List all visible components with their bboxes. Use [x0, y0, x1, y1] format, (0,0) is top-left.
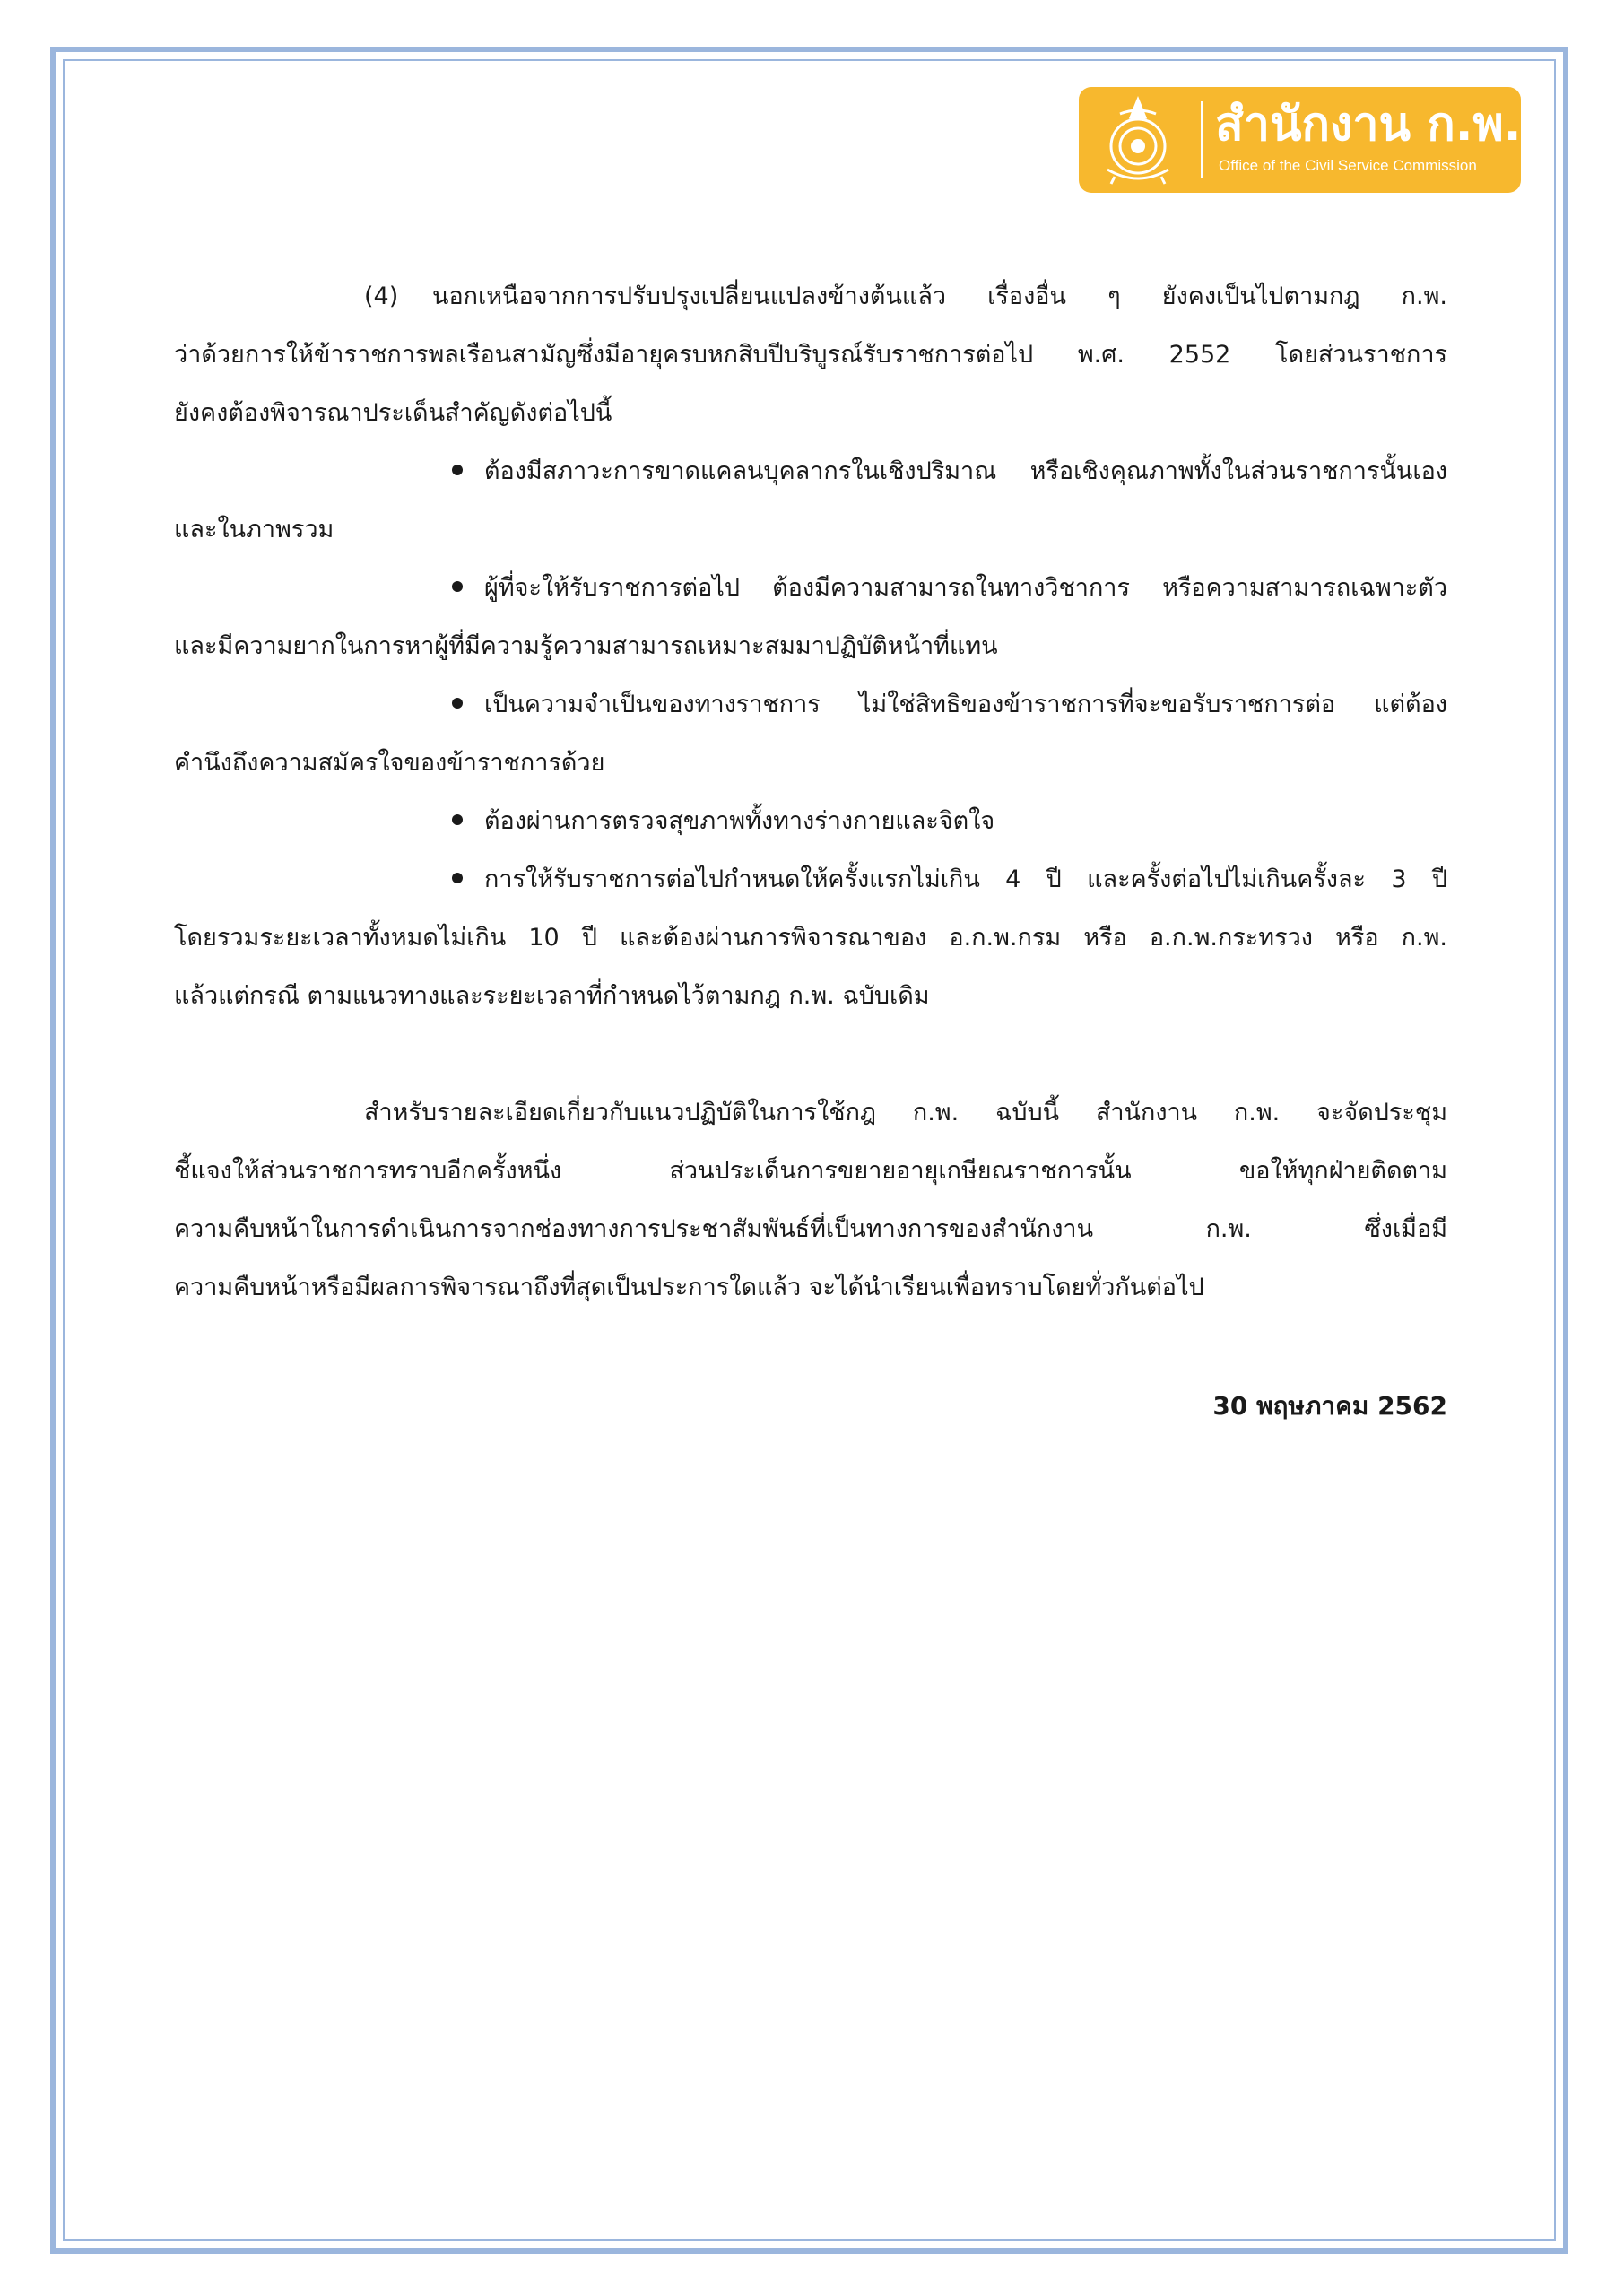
- section-4-line: ยังคงต้องพิจารณาประเด็นสำคัญดังต่อไปนี้: [174, 399, 612, 427]
- section-4-line: (4) นอกเหนือจากการปรับปรุงเปลี่ยนแปลงข้างต้นแล้ว เรื่องอื่น ๆ ยังคงเป็นไปตามกฎ ก.พ.: [174, 267, 1447, 326]
- bullet-dot-icon: [452, 873, 463, 883]
- bullet-line: ผู้ที่จะให้รับราชการต่อไป ต้องมีความสามารถในทางวิชาการ หรือความสามารถเฉพาะตัว: [174, 559, 1447, 617]
- bullet-list: [174, 442, 1447, 1025]
- bullet-dot-icon: [452, 465, 463, 475]
- section-4: [174, 267, 1447, 442]
- logo-english-name: Office of the Civil Service Commission: [1219, 157, 1477, 174]
- bullet-continuation: และมีความยากในการหาผู้ที่มีความรู้ความสามารถเหมาะสมมาปฏิบัติหน้าที่แทน: [174, 632, 998, 660]
- seal-emblem-icon: [1079, 87, 1204, 193]
- bullet-line: เป็นความจำเป็นของทางราชการ ไม่ใช่สิทธิของข้าราชการที่จะขอรับราชการต่อ แต่ต้อง: [174, 675, 1447, 734]
- bullet-item: [174, 442, 1447, 559]
- section-number: (4): [364, 283, 399, 310]
- bullet-continuation: คำนึงถึงความสมัครใจของข้าราชการด้วย: [174, 749, 605, 777]
- bullet-item: [174, 559, 1447, 675]
- closing-paragraph: [174, 1083, 1447, 1317]
- bullet-item: [174, 792, 1447, 850]
- section-4-line: ว่าด้วยการให้ข้าราชการพลเรือนสามัญซึ่งมีอายุครบหกสิบปีบริบูรณ์รับราชการต่อไป พ.ศ. 2552 โดยส่วนราชการ: [174, 341, 1447, 369]
- bullet-continuation: และในภาพรวม: [174, 516, 334, 544]
- bullet-dot-icon: [452, 698, 463, 709]
- closing-line: ความคืบหน้าหรือมีผลการพิจารณาถึงที่สุดเป็นประการใดแล้ว จะได้นำเรียนเพื่อทราบโดยทั่วกันต่อไป: [174, 1274, 1204, 1301]
- bullet-dot-icon: [452, 814, 463, 825]
- ocsc-logo: [1079, 87, 1521, 193]
- bullet-dot-icon: [452, 581, 463, 592]
- logo-thai-name: สำนักงาน ก.พ.: [1215, 98, 1521, 152]
- bullet-continuation: แล้วแต่กรณี ตามแนวทางและระยะเวลาที่กำหนดไว้ตามกฎ ก.พ. ฉบับเดิม: [174, 982, 930, 1010]
- closing-line: สำหรับรายละเอียดเกี่ยวกับแนวปฏิบัติในการใช้กฎ ก.พ. ฉบับนี้ สำนักงาน ก.พ. จะจัดประชุม: [364, 1099, 1447, 1126]
- paragraph-gap: [174, 1025, 1447, 1083]
- bullet-continuation: โดยรวมระยะเวลาทั้งหมดไม่เกิน 10 ปี และต้องผ่านการพิจารณาของ อ.ก.พ.กรม หรือ อ.ก.พ.กระทรวง หรือ ก.พ.: [174, 924, 1447, 952]
- closing-line: ชี้แจงให้ส่วนราชการทราบอีกครั้งหนึ่ง ส่วนประเด็นการขยายอายุเกษียณราชการนั้น ขอให้ทุกฝ่ายติดตาม: [174, 1157, 1447, 1185]
- closing-line: ความคืบหน้าในการดำเนินการจากช่องทางการประชาสัมพันธ์ที่เป็นทางการของสำนักงาน ก.พ. ซึ่งเมื่อมี: [174, 1215, 1447, 1243]
- bullet-line: ต้องผ่านการตรวจสุขภาพทั้งทางร่างกายและจิตใจ: [174, 792, 1447, 850]
- bullet-item: [174, 850, 1447, 1025]
- bullet-line: การให้รับราชการต่อไปกำหนดให้ครั้งแรกไม่เกิน 4 ปี และครั้งต่อไปไม่เกินครั้งละ 3 ปี: [174, 850, 1447, 909]
- bullet-line: ต้องมีสภาวะการขาดแคลนบุคลากรในเชิงปริมาณ หรือเชิงคุณภาพทั้งในส่วนราชการนั้นเอง: [174, 442, 1447, 500]
- logo-separator: [1201, 101, 1203, 178]
- document-body: [174, 267, 1447, 1317]
- bullet-item: [174, 675, 1447, 792]
- document-date: 30 พฤษภาคม 2562: [1212, 1391, 1447, 1421]
